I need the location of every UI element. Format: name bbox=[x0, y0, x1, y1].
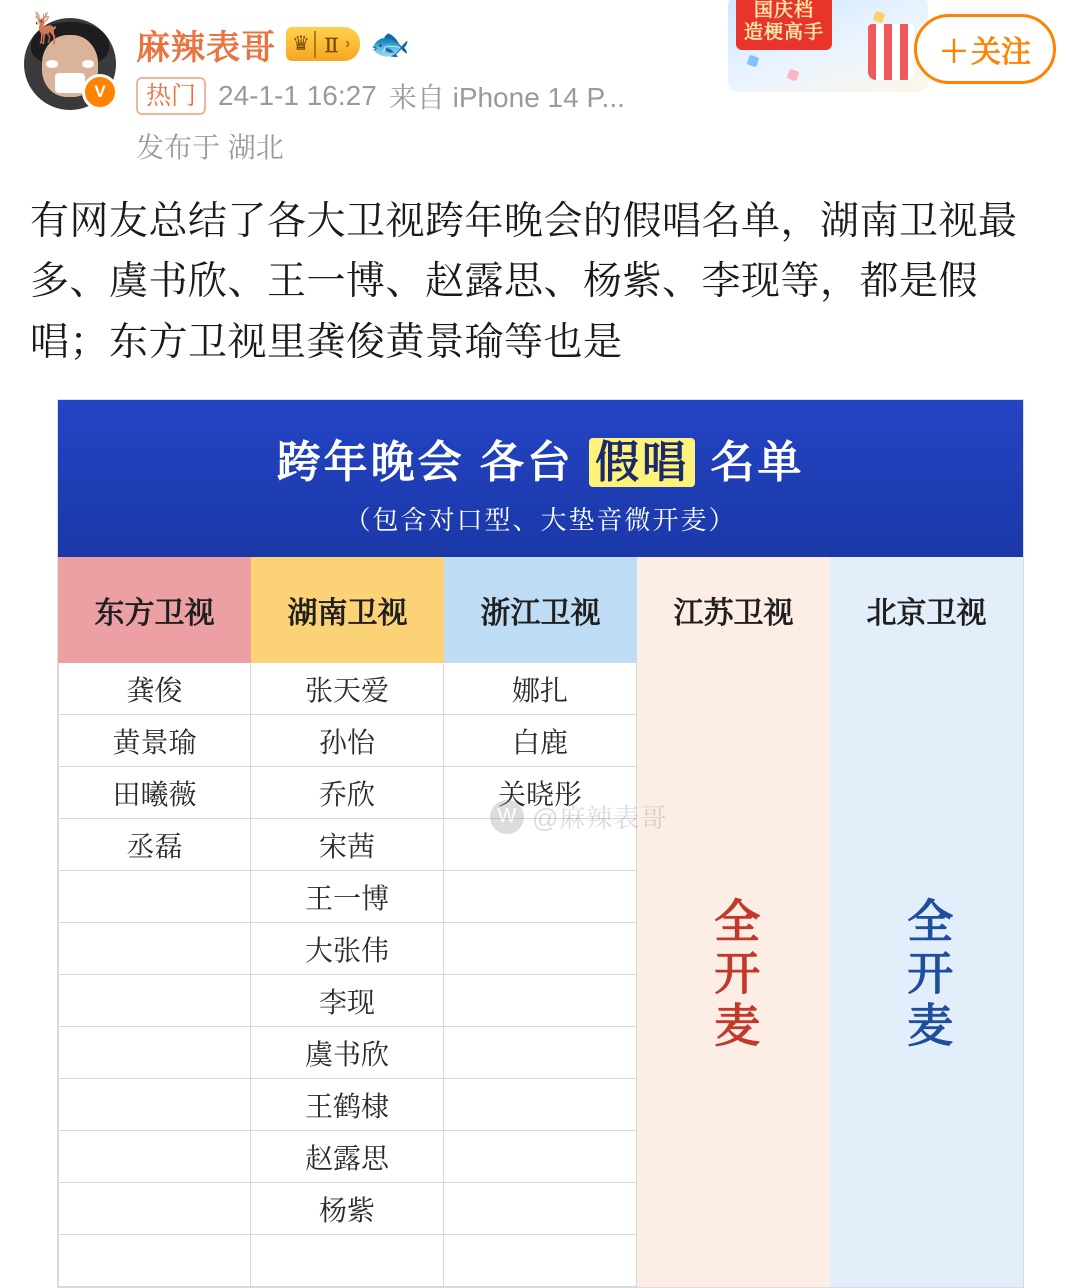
table-cell: 张天爱 bbox=[251, 663, 444, 715]
hot-badge: 热门 bbox=[136, 77, 206, 116]
table-cell: 李现 bbox=[251, 975, 444, 1027]
table-cell bbox=[59, 1183, 251, 1235]
table-cell bbox=[59, 871, 251, 923]
table-cell bbox=[444, 923, 637, 975]
jiangsu-full-text: 全开麦 bbox=[708, 897, 761, 1054]
table-title-part2: 名单 bbox=[695, 438, 805, 488]
table-cell: 杨紫 bbox=[251, 1183, 444, 1235]
table-body bbox=[58, 663, 1023, 1287]
table-column-dongfang bbox=[58, 663, 251, 1287]
weibo-logo-icon: W bbox=[490, 800, 524, 834]
promo-badge bbox=[736, 0, 832, 50]
post-location: 发布于 湖北 bbox=[136, 132, 284, 163]
post-timestamp: 24-1-1 16:27 bbox=[218, 80, 377, 111]
table-cell bbox=[59, 1027, 251, 1079]
table-title bbox=[58, 426, 1023, 490]
table-cell: 田曦薇 bbox=[59, 767, 251, 819]
antler-left-icon: 🦌 bbox=[28, 12, 66, 45]
crown-icon: ♛ bbox=[292, 33, 310, 55]
table-cell bbox=[59, 923, 251, 975]
table-cell: 关晓彤 bbox=[444, 767, 637, 819]
table-cell bbox=[444, 871, 637, 923]
table-column-header-zhejiang: 浙江卫视 bbox=[444, 557, 637, 663]
table-cell bbox=[59, 975, 251, 1027]
table-column-beijing bbox=[830, 663, 1023, 1287]
table-cell bbox=[59, 1235, 251, 1287]
popcorn-icon bbox=[868, 24, 914, 80]
table-cell: 乔欣 bbox=[251, 767, 444, 819]
post-source: 来自 iPhone 14 P... bbox=[388, 82, 625, 113]
table-cell: 黄景瑜 bbox=[59, 715, 251, 767]
table-cell: 宋茜 bbox=[251, 819, 444, 871]
table-column-header-dongfang: 东方卫视 bbox=[58, 557, 251, 663]
username[interactable]: 麻辣表哥 bbox=[136, 28, 276, 67]
post-text: 有网友总结了各大卫视跨年晚会的假唱名单，湖南卫视最多、虞书欣、王一博、赵露思、杨紫、李现等，都是假唱；东方卫视里龚俊黄景瑜等也是 bbox=[30, 200, 1018, 364]
table-cell: 赵露思 bbox=[251, 1131, 444, 1183]
table-subtitle: （包含对口型、大垫音微开麦） bbox=[344, 505, 737, 536]
table-cell: 大张伟 bbox=[251, 923, 444, 975]
verified-badge-icon: V bbox=[82, 74, 118, 110]
chevron-right-icon: › bbox=[344, 35, 351, 52]
confetti-icon-3 bbox=[873, 11, 886, 24]
table-cell bbox=[444, 1183, 637, 1235]
plus-icon: ＋ bbox=[939, 36, 969, 69]
table-column-jiangsu bbox=[637, 663, 830, 1287]
avatar[interactable] bbox=[24, 12, 116, 110]
table-column-header-jiangsu: 江苏卫视 bbox=[637, 557, 830, 663]
table-cell: 王鹤棣 bbox=[251, 1079, 444, 1131]
table-column-header-beijing: 北京卫视 bbox=[830, 557, 1023, 663]
post-header bbox=[0, 0, 1080, 166]
table-cell: 娜扎 bbox=[444, 663, 637, 715]
table-cell bbox=[444, 975, 637, 1027]
avatar-mouth bbox=[55, 73, 85, 93]
table-cell bbox=[444, 1235, 637, 1287]
table-cell: 虞书欣 bbox=[251, 1027, 444, 1079]
table-cell: 丞磊 bbox=[59, 819, 251, 871]
table-cell bbox=[444, 1079, 637, 1131]
watermark-text: @麻辣表哥 bbox=[532, 803, 668, 834]
table-cell: 白鹿 bbox=[444, 715, 637, 767]
confetti-icon-1 bbox=[747, 55, 760, 68]
member-level-value: Ⅱ bbox=[314, 31, 341, 58]
table-column-zhejiang bbox=[444, 663, 637, 1287]
table-cell bbox=[59, 1079, 251, 1131]
table-cell bbox=[59, 1131, 251, 1183]
table-cell bbox=[444, 1131, 637, 1183]
table-cell bbox=[444, 819, 637, 871]
fish-icon: 🐟 bbox=[370, 26, 411, 62]
table-cell bbox=[444, 1027, 637, 1079]
member-level-badge[interactable] bbox=[286, 27, 360, 61]
promo-line1: 国庆档 bbox=[754, 0, 815, 21]
table-column-hunan bbox=[251, 663, 444, 1287]
table-cell bbox=[251, 1235, 444, 1287]
table-column-header-hunan: 湖南卫视 bbox=[251, 557, 444, 663]
table-cell: 孙怡 bbox=[251, 715, 444, 767]
follow-button[interactable] bbox=[914, 14, 1056, 84]
follow-button-label: 关注 bbox=[971, 36, 1031, 69]
table-cell: 王一博 bbox=[251, 871, 444, 923]
promo-banner[interactable] bbox=[728, 0, 928, 92]
table-banner bbox=[58, 400, 1023, 557]
confetti-icon-2 bbox=[787, 69, 800, 82]
table-title-part1: 跨年晚会 各台 bbox=[276, 438, 590, 488]
beijing-full-text: 全开麦 bbox=[901, 897, 954, 1054]
table-header-row bbox=[58, 557, 1023, 663]
table-cell: 龚俊 bbox=[59, 663, 251, 715]
table-title-highlight: 假唱 bbox=[589, 438, 695, 487]
promo-line2: 造梗高手 bbox=[744, 21, 825, 43]
post-image-table[interactable] bbox=[57, 399, 1024, 1288]
